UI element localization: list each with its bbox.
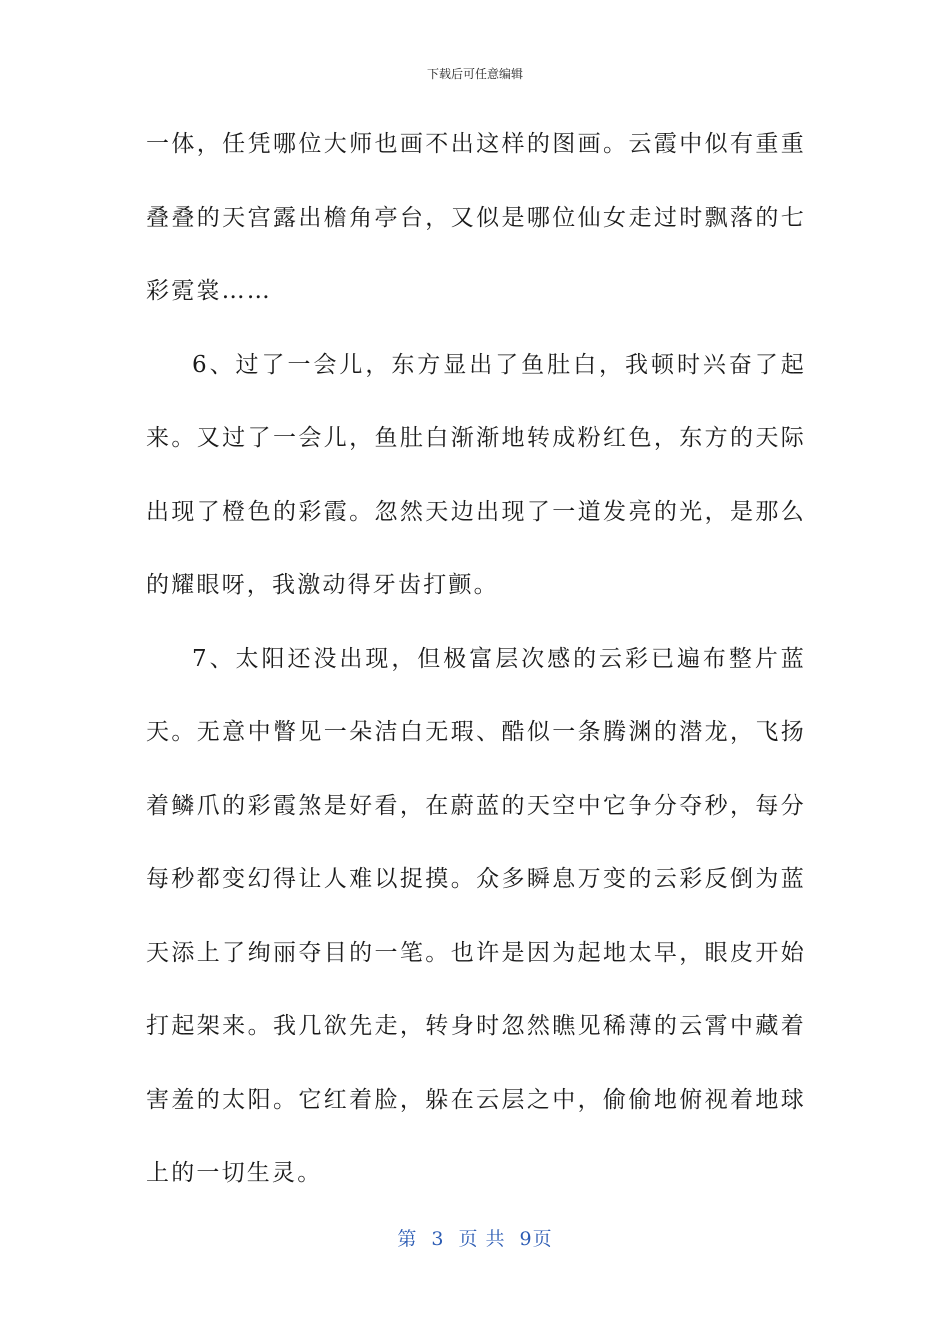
footer-prefix: 第 bbox=[397, 1228, 418, 1250]
footer-total-pages: 9页 bbox=[519, 1228, 553, 1250]
page-footer bbox=[0, 1226, 950, 1252]
paragraph-6: 6、过了一会儿，东方显出了鱼肚白，我顿时兴奋了起来。又过了一会儿，鱼肚白渐渐地转成粉红色，东方的天际出现了橙色的彩霞。忽然天边出现了一道发亮的光，是那么的耀眼呀，我激动得牙齿打颤。 bbox=[146, 351, 806, 598]
paragraph-continued: 一体，任凭哪位大师也画不出这样的图画。云霞中似有重重叠叠的天宫露出檐角亭台，又似是哪位仙女走过时飘落的七彩霓裳…… bbox=[146, 131, 806, 304]
page-header: 下载后可任意编辑 bbox=[426, 67, 523, 81]
document-body bbox=[146, 108, 806, 1211]
paragraph-7: 7、太阳还没出现，但极富层次感的云彩已遍布整片蓝天。无意中瞥见一朵洁白无瑕、酷似一条腾渊的潜龙，飞扬着鳞爪的彩霞煞是好看，在蔚蓝的天空中它争分夺秒，每分每秒都变幻得让人难以捉摸。众多瞬息万变的云彩反倒为蓝天添上了绚丽夺目的一笔。也许是因为起地太早，眼皮开始打起架来。我几欲先走，转身时忽然瞧见稀薄的云霄中藏着害羞的太阳。它红着脸，躲在云层之中，偷偷地俯视着地球上的一切生灵。 bbox=[146, 645, 806, 1186]
footer-page-number: 3 bbox=[431, 1228, 445, 1250]
footer-middle: 页 共 bbox=[458, 1228, 506, 1250]
